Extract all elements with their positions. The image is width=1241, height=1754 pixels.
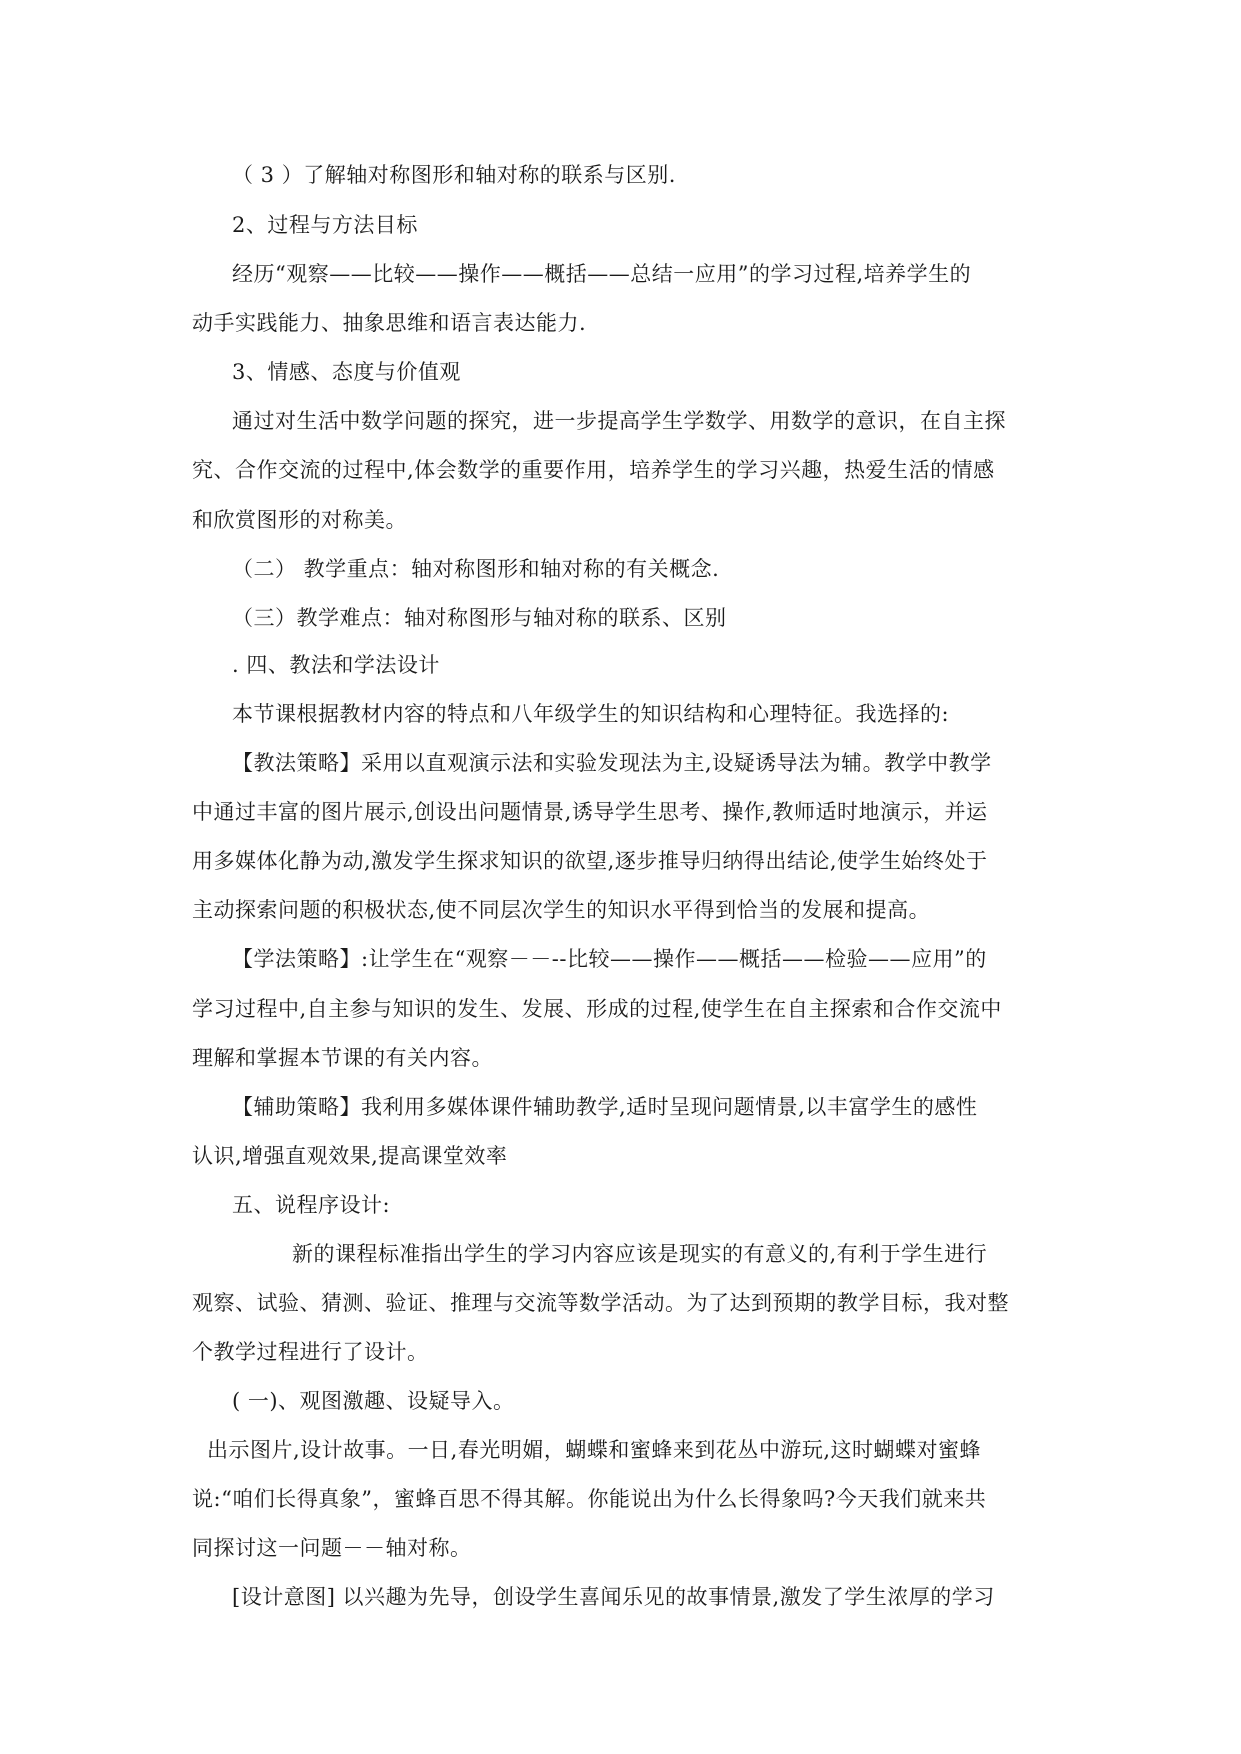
text-line: 理解和掌握本节课的有关内容。	[192, 1046, 493, 1070]
text-line: 个教学过程进行了设计。	[192, 1340, 429, 1364]
text-line: 新的课程标准指出学生的学习内容应该是现实的有意义的,有利于学生进行	[292, 1242, 988, 1266]
text-line: 学习过程中,自主参与知识的发生、发展、形成的过程,使学生在自主探索和合作交流中	[192, 997, 1002, 1021]
text-line: 认识,增强直观效果,提高课堂效率	[192, 1144, 508, 1168]
text-line: 用多媒体化静为动,激发学生探求知识的欲望,逐步推导归纳得出结论,使学生始终处于	[192, 849, 988, 873]
text-line: 究、合作交流的过程中,体会数学的重要作用，培养学生的学习兴趣，热爱生活的情感	[192, 458, 995, 482]
text-line: [设计意图] 以兴趣为先导，创设学生喜闻乐见的故事情景,激发了学生浓厚的学习	[232, 1585, 995, 1609]
text-line: 经历“观察——比较——操作——概括——总结一应用”的学习过程,培养学生的	[232, 262, 972, 286]
text-line: 本节课根据教材内容的特点和八年级学生的知识结构和心理特征。我选择的:	[232, 702, 950, 726]
text-line: . 四、教法和学法设计	[232, 653, 440, 677]
text-line: （二） 教学重点：轴对称图形和轴对称的有关概念.	[232, 557, 720, 581]
text-line: 【教法策略】采用以直观演示法和实验发现法为主,设疑诱导法为辅。教学中教学	[232, 751, 992, 775]
text-line: 动手实践能力、抽象思维和语言表达能力.	[192, 311, 587, 335]
text-line: 3、情感、态度与价值观	[232, 360, 461, 384]
text-line: 五、说程序设计:	[232, 1193, 391, 1217]
text-line: 出示图片,设计故事。一日,春光明媚，蝴蝶和蜜蜂来到花丛中游玩,这时蝴蝶对蜜蜂	[207, 1438, 982, 1462]
text-line: 【辅助策略】我利用多媒体课件辅助教学,适时呈现问题情景,以丰富学生的感性	[232, 1095, 978, 1119]
text-line: 观察、试验、猜测、验证、推理与交流等数学活动。为了达到预期的教学目标，我对整	[192, 1291, 1009, 1315]
text-line: 主动探索问题的积极状态,使不同层次学生的知识水平得到恰当的发展和提高。	[192, 898, 931, 922]
text-line: 【学法策略】:让学生在“观察－－--比较——操作——概括——检验——应用”的	[232, 947, 987, 971]
text-line: 中通过丰富的图片展示,创设出问题情景,诱导学生思考、操作,教师适时地演示，并运	[192, 800, 988, 824]
text-line: （三）教学难点：轴对称图形与轴对称的联系、区别	[232, 606, 727, 630]
text-line: 说:“咱们长得真象”，蜜蜂百思不得其解。你能说出为什么长得象吗?今天我们就来共	[192, 1487, 987, 1511]
text-line: 通过对生活中数学问题的探究，进一步提高学生学数学、用数学的意识，在自主探	[232, 409, 1006, 433]
text-line: 2、过程与方法目标	[232, 213, 418, 237]
text-line: 和欣赏图形的对称美。	[192, 508, 407, 532]
text-line: 同探讨这一问题－－轴对称。	[192, 1536, 472, 1560]
text-line: （ 3 ）了解轴对称图形和轴对称的联系与区别.	[232, 163, 676, 187]
text-line: ( 一)、观图激趣、设疑导入。	[232, 1389, 515, 1413]
